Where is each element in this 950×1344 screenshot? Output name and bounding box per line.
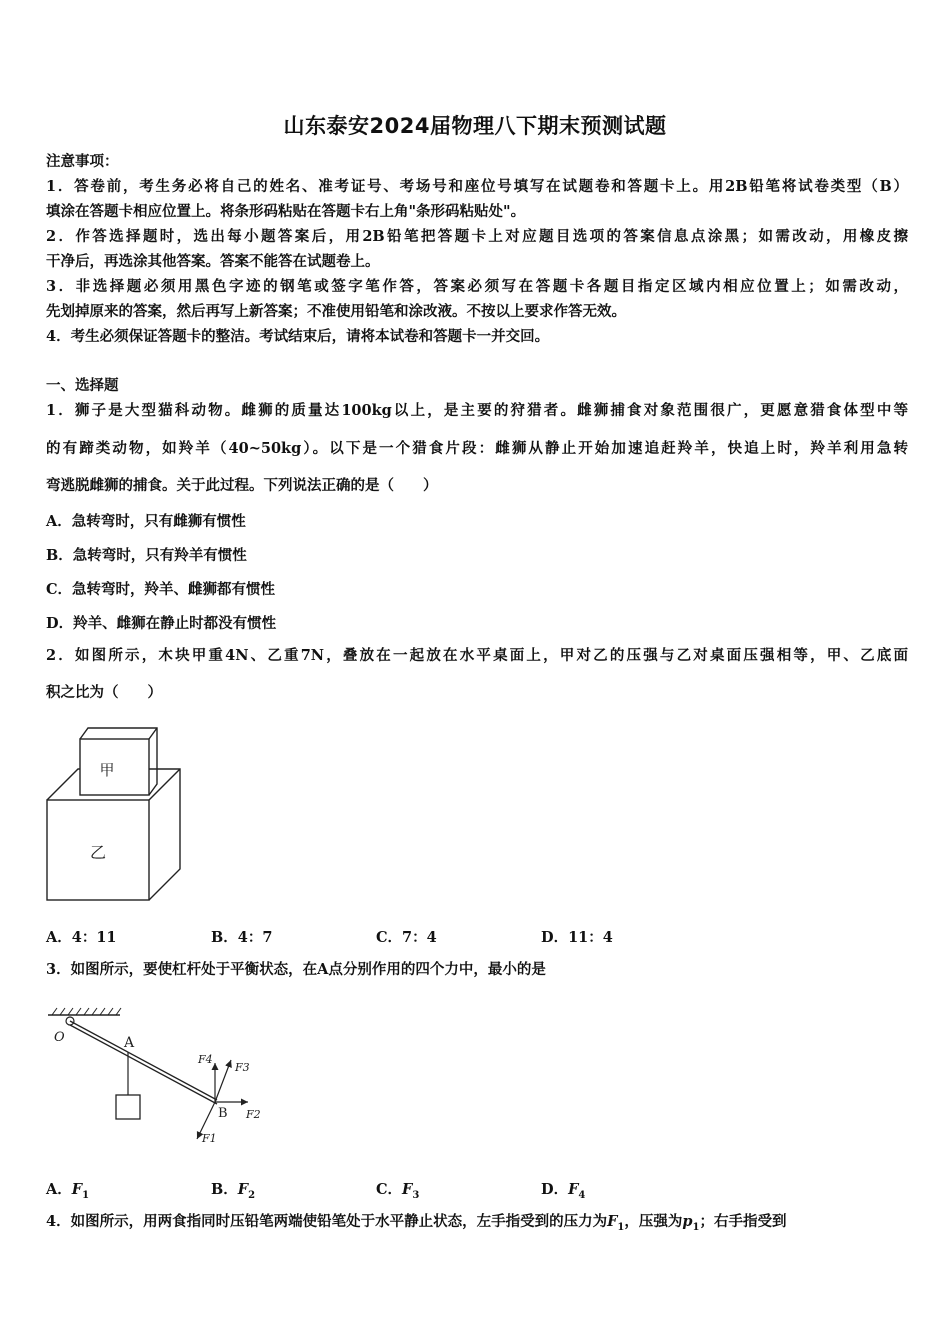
q1-option-d: D．羚羊、雌狮在静止时都没有惯性: [46, 615, 277, 632]
q2-line-2: 积之比为（ ）: [46, 684, 162, 701]
q1-line-1: 1．狮子是大型猫科动物。雌狮的质量达100kg以上，是主要的狩猎者。雌狮捕食对象范围很广，更愿意猎食体型中等: [46, 402, 908, 419]
hanging-weight: [116, 1095, 140, 1119]
q3-text: 3．如图所示，要使杠杆处于平衡状态，在A点分别作用的四个力中，最小的是: [46, 961, 546, 978]
q2-option-b: B．4：7: [211, 929, 273, 946]
notice-line-6: 先划掉原来的答案，然后再写上新答案；不准使用铅笔和涂改液。不按以上要求作答无效。: [46, 303, 626, 320]
force-f3-label: F3: [235, 1061, 250, 1074]
pivot-label: O: [54, 1030, 65, 1045]
point-b-label: B: [218, 1106, 228, 1121]
force-f2-label: F2: [246, 1108, 261, 1121]
q2-option-a: A．4：11: [46, 929, 117, 946]
q3-option-d: D．$F_4$: [541, 1181, 586, 1201]
q3-option-a: A．$F_1$: [46, 1181, 90, 1201]
q3-option-c: C．$F_3$: [376, 1181, 420, 1201]
q2-option-c: C．7：4: [376, 929, 437, 946]
force-f3-arrow: [215, 1060, 231, 1102]
q1-option-b: B．急转弯时，只有羚羊有惯性: [46, 547, 247, 564]
point-a-label: A: [124, 1035, 135, 1051]
notice-line-1: 1．答卷前，考生务必将自己的姓名、准考证号、考场号和座位号填写在试题卷和答题卡上。用2B铅笔将试卷类型（B）: [46, 178, 908, 195]
notice-line-5: 3．非选择题必须用黑色字迹的钢笔或签字笔作答，答案必须写在答题卡各题目指定区域内相应位置上；如需改动，: [46, 278, 908, 295]
notice-line-4: 干净后，再选涂其他答案。答案不能答在试题卷上。: [46, 253, 380, 270]
q1-line-2: 的有蹄类动物，如羚羊（40~50kg）。以下是一个猎食片段：雌狮从静止开始加速追赶羚羊，快追上时，羚羊利用急转: [46, 440, 908, 457]
q4-text: 4．如图所示，用两食指同时压铅笔两端使铅笔处于水平静止状态，左手指受到的压力为$F_1$，压强为$p_1$；右手指受到: [46, 1213, 787, 1233]
lever-figure: [40, 1005, 280, 1150]
q1-line-3: 弯逃脱雌狮的捕食。关于此过程。下列说法正确的是（ ）: [46, 477, 438, 494]
q1-option-c: C．急转弯时，羚羊、雌狮都有惯性: [46, 581, 276, 598]
notice-line-7: 4．考生必须保证答题卡的整洁。考试结束后，请将本试卷和答题卡一并交回。: [46, 328, 550, 345]
section-heading: 一、选择题: [46, 377, 119, 394]
stacked-blocks-figure: [40, 720, 190, 910]
block-jia-label: 甲: [99, 761, 115, 779]
q2-option-d: D．11：4: [541, 929, 613, 946]
force-f1-label: F1: [202, 1132, 217, 1145]
notice-heading: 注意事项：: [46, 153, 119, 170]
page-title: 山东泰安2024届物理八下期末预测试题: [283, 114, 667, 138]
q3-option-b: B．$F_2$: [211, 1181, 256, 1201]
force-f4-label: F4: [198, 1053, 213, 1066]
block-yi-label: 乙: [89, 843, 107, 862]
q2-line-1: 2．如图所示，木块甲重4N、乙重7N，叠放在一起放在水平桌面上，甲对乙的压强与乙对桌面压强相等，甲、乙底面: [46, 647, 908, 664]
notice-line-3: 2．作答选择题时，选出每小题答案后，用2B铅笔把答题卡上对应题目选项的答案信息点涂黑；如需改动，用橡皮擦: [46, 228, 908, 245]
q1-option-a: A．急转弯时，只有雌狮有惯性: [46, 513, 246, 530]
notice-line-2: 填涂在答题卡相应位置上。将条形码粘贴在答题卡右上角"条形码粘贴处"。: [46, 203, 526, 220]
